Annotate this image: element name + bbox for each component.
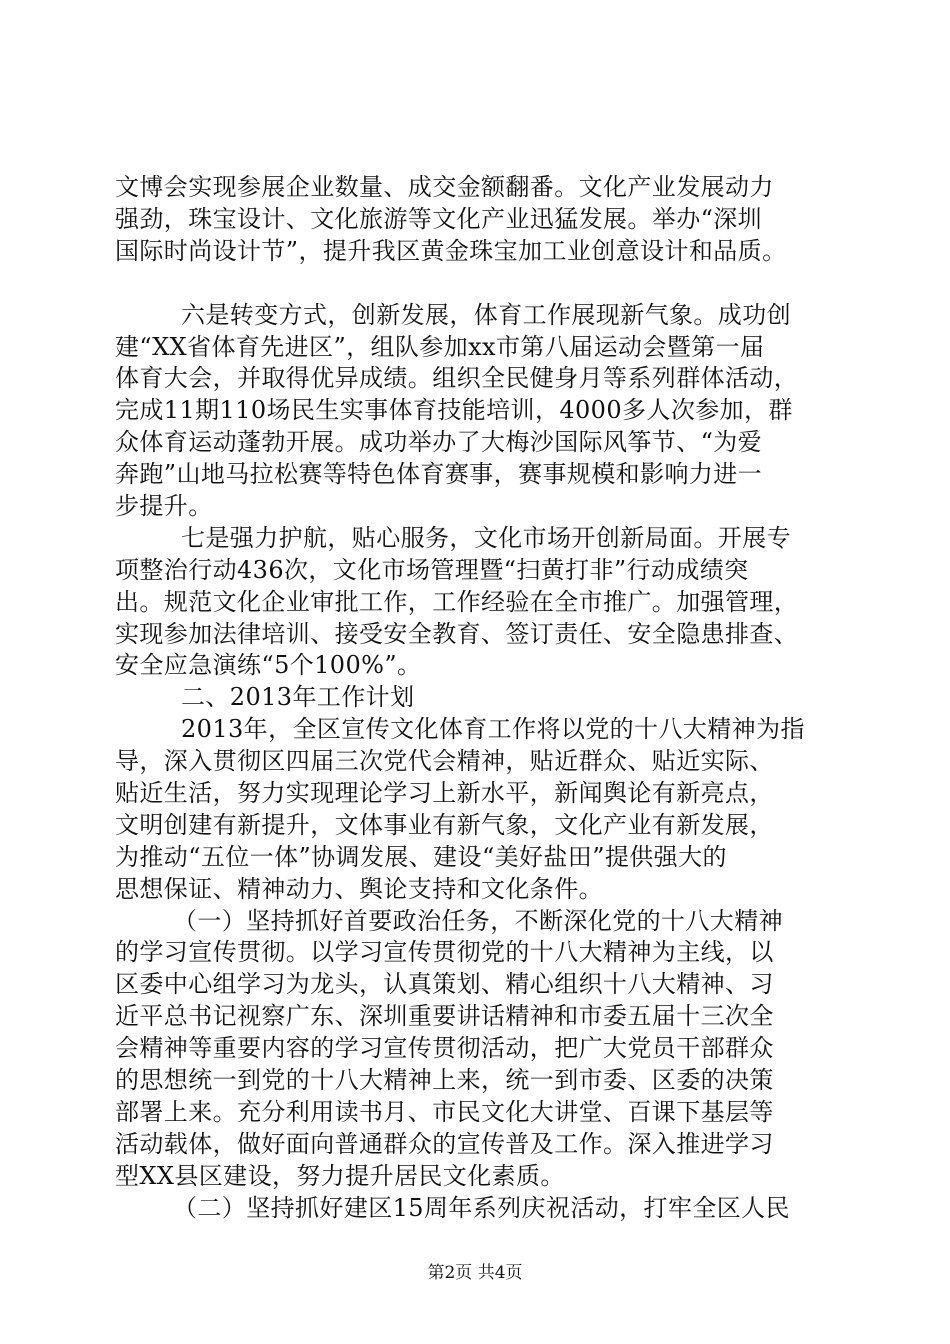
paragraph-gap bbox=[115, 268, 857, 300]
text-line: 为推动“五位一体”协调发展、建设“美好盐田”提供强大的 bbox=[115, 842, 727, 871]
text-line: （二）坚持抓好建区15周年系列庆祝活动，打牢全区人民 bbox=[173, 1193, 790, 1222]
text-line: 安全应急演练“5个100%”。 bbox=[115, 651, 422, 680]
text-line: 体育大会，并取得优异成绩。组织全民健身月等系列群体活动， bbox=[115, 364, 799, 393]
text-line: 国际时尚设计节”，提升我区黄金珠宝加工业创意设计和品质。 bbox=[115, 236, 787, 265]
section-heading: 二、2013年工作计划 bbox=[181, 683, 415, 712]
text-line: 部署上来。充分利用读书月、市民文化大讲堂、百课下基层等 bbox=[115, 1097, 774, 1126]
text-line: 六是转变方式，创新发展，体育工作展现新气象。成功创 bbox=[181, 300, 791, 329]
text-line: 建“XX省体育先进区”，组队参加xx市第八届运动会暨第一届 bbox=[115, 332, 765, 361]
text-line: 2013年，全区宣传文化体育工作将以党的十八大精神为指 bbox=[181, 715, 805, 744]
text-line: 众体育运动蓬勃开展。成功举办了大梅沙国际风筝节、“为爱 bbox=[115, 428, 763, 457]
text-line: 强劲，珠宝设计、文化旅游等文化产业迅猛发展。举办“深圳 bbox=[115, 204, 763, 233]
document-body bbox=[115, 172, 857, 1225]
text-line: 完成11期110场民生实事体育技能培训，4000多人次参加，群 bbox=[115, 396, 793, 425]
text-line: （一）坚持抓好首要政治任务，不断深化党的十八大精神 bbox=[173, 906, 783, 935]
text-line: 近平总书记视察广东、深圳重要讲话精神和市委五届十三次全 bbox=[115, 1002, 774, 1031]
text-line: 项整治行动436次，文化市场管理暨“扫黄打非”行动成绩突 bbox=[115, 555, 749, 584]
text-line: 区委中心组学习为龙头，认真策划、精心组织十八大精神、习 bbox=[115, 970, 774, 999]
text-line: 贴近生活，努力实现理论学习上新水平，新闻舆论有新亮点， bbox=[115, 779, 774, 808]
text-line: 活动载体，做好面向普通群众的宣传普及工作。深入推进学习 bbox=[115, 1129, 774, 1158]
text-line: 文博会实现参展企业数量、成交金额翻番。文化产业发展动力 bbox=[115, 173, 774, 201]
text-line: 思想保证、精神动力、舆论支持和文化条件。 bbox=[115, 874, 603, 903]
page-number: 第2页 共4页 bbox=[427, 1263, 523, 1283]
text-line: 出。规范文化企业审批工作，工作经验在全市推广。加强管理， bbox=[115, 587, 799, 616]
text-line: 七是强力护航，贴心服务，文化市场开创新局面。开展专 bbox=[181, 523, 791, 552]
text-line: 的思想统一到党的十八大精神上来，统一到市委、区委的决策 bbox=[115, 1066, 774, 1095]
text-line: 文明创建有新提升，文体事业有新气象，文化产业有新发展， bbox=[115, 810, 774, 839]
text-line: 的学习宣传贯彻。以学习宣传贯彻党的十八大精神为主线，以 bbox=[115, 938, 774, 967]
text-line: 奔跑”山地马拉松赛等特色体育赛事，赛事规模和影响力进一 bbox=[115, 460, 763, 489]
text-line: 实现参加法律培训、接受安全教育、签订责任、安全隐患排查、 bbox=[115, 619, 799, 648]
text-line: 步提升。 bbox=[115, 492, 213, 521]
text-line: 型XX县区建设，努力提升居民文化素质。 bbox=[115, 1161, 565, 1190]
text-line: 会精神等重要内容的学习宣传贯彻活动，把广大党员干部群众 bbox=[115, 1034, 774, 1063]
text-line: 导，深入贯彻区四届三次党代会精神，贴近群众、贴近实际、 bbox=[115, 747, 774, 776]
